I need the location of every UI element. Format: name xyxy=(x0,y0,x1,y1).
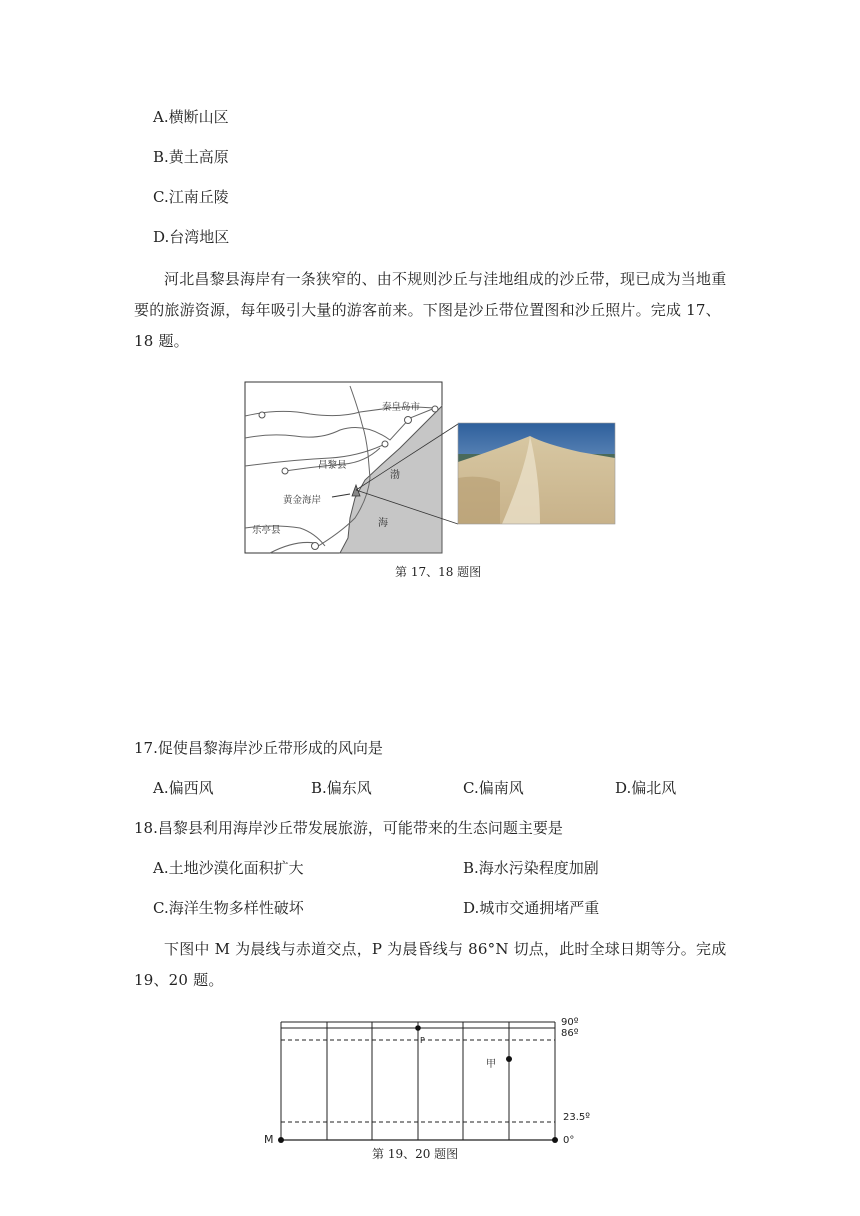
label-huangjin: 黄金海岸 xyxy=(283,495,322,506)
changli-marker xyxy=(282,468,288,474)
q17-option-d: D.偏北风 xyxy=(615,779,677,797)
q17-option-b: B.偏东风 xyxy=(311,779,372,797)
intro-19-20: 下图中 M 为晨线与赤道交点，P 为晨昏线与 86°N 切点，此时全球日期等分。完成 19、20 题。 xyxy=(134,940,727,989)
lat-label-23-5: 23.5º xyxy=(563,1112,590,1123)
figure-caption-17-18: 第 17、18 题图 xyxy=(395,565,482,579)
q16-option-c: C.江南丘陵 xyxy=(153,188,229,206)
q17-option-a: A.偏西风 xyxy=(153,779,214,797)
q16-option-b: B.黄土高原 xyxy=(153,148,229,166)
sand-dune-location-figure xyxy=(240,378,620,558)
label-m: M xyxy=(264,1133,274,1146)
label-jia: 甲 xyxy=(486,1059,496,1070)
q16-option-a: A.横断山区 xyxy=(153,108,229,126)
terminator-grid-figure xyxy=(255,1008,615,1158)
point-jia xyxy=(506,1056,512,1062)
lat-label-90: 90º xyxy=(561,1017,579,1028)
q17-stem: 17.促使昌黎海岸沙丘带形成的风向是 xyxy=(134,739,383,757)
point-m xyxy=(278,1137,284,1143)
intro-17-18: 河北昌黎县海岸有一条狭窄的、由不规则沙丘与洼地组成的沙丘带，现已成为当地重要的旅游资源，每年吸引大量的游客前来。下图是沙丘带位置图和沙丘照片。完成 17、18 题。 xyxy=(134,270,727,350)
q18-option-a: A.土地沙漠化面积扩大 xyxy=(153,859,304,877)
point-m-right xyxy=(552,1137,558,1143)
town-marker xyxy=(405,417,412,424)
q18-option-c: C.海洋生物多样性破坏 xyxy=(153,899,304,917)
label-p: P xyxy=(420,1036,425,1045)
label-bo: 渤 xyxy=(390,470,400,481)
q18-option-b: B.海水污染程度加剧 xyxy=(463,859,599,877)
q18-stem: 18.昌黎县利用海岸沙丘带发展旅游，可能带来的生态问题主要是 xyxy=(134,819,563,837)
town-marker xyxy=(259,412,265,418)
lat-label-86: 86º xyxy=(561,1028,579,1039)
town-marker xyxy=(382,441,388,447)
q16-option-d: D.台湾地区 xyxy=(153,228,230,246)
point-p xyxy=(415,1025,421,1031)
q18-option-d: D.城市交通拥堵严重 xyxy=(463,899,600,917)
label-qinhuangdao: 秦皇岛市 xyxy=(382,402,421,413)
label-changli: 昌黎县 xyxy=(318,460,347,471)
qinhuangdao-marker xyxy=(432,406,438,412)
label-hai: 海 xyxy=(378,518,388,529)
label-leting: 乐亭县 xyxy=(252,525,281,536)
q17-option-c: C.偏南风 xyxy=(463,779,524,797)
figure-caption-19-20: 第 19、20 题图 xyxy=(372,1147,459,1161)
lat-label-0: 0° xyxy=(563,1135,575,1146)
location-map xyxy=(245,382,442,553)
sand-dune-photo xyxy=(458,423,615,524)
town-marker xyxy=(312,543,319,550)
